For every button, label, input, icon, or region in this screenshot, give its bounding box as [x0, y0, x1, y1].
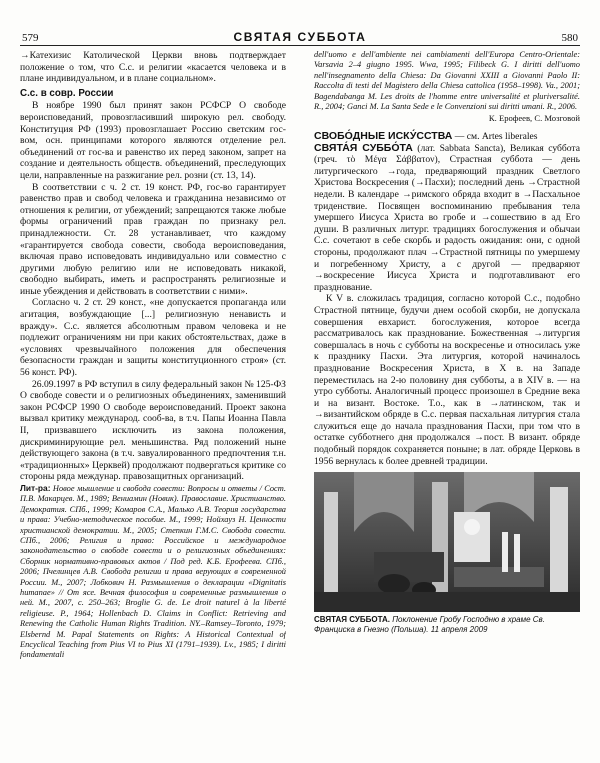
left-column: [20, 50, 286, 750]
church-photo: [314, 472, 580, 612]
xref-target: — см. Artes liberales: [454, 131, 538, 143]
right-column: [314, 50, 580, 750]
caption-text: Поклонение Гробу Господню в храме Св. Франциска в Гнезно (Польша). 11 апреля 2009: [314, 615, 545, 634]
caption-title: СВЯТАЯ СУББОТА.: [314, 615, 390, 625]
page-number-left: 579: [22, 32, 39, 44]
page-number-right: 580: [561, 32, 578, 44]
church-interior-image: [314, 472, 580, 612]
bibliography-text: Новое мышление и свобода совести: Вопросы и ответы / Сост. П.В. Макарцев. М., 1989; Вениамин (Новик). Православие. Христианство. Демократия. СПб., 1999; Комаров С.А., Малько А.В. Теория государства и права: Учебно-методическое пособие. М., 1999; Нойхауз Н. Ценности христианской демократии. М., 2005; Степкин Г.М.С. Свобода совести. СПб., 2006; Религия и право: Российское и международное законодательство о свободе совести и о религиозных объединениях: Сборник нормативно-правовых актов / Под ред. К.Б. Ерофеева. СПб., 2006; Пчелинцев А.В. Свобода религии и права верующих в современной России. М., 2007; Лобкович Н. Размышления о декларации «Dignitatis humanae» // От ясе. Вечная философия и современные размышления о ней. М., 2007, с. 250–263; Broglie G. de. Le droit naturel à la liberté religieuse. P., 1964; Hollenbach D. Claims in Conflict: Retrieving and Renewing the Catholic Human Rights Tradition. NY.–Ramsey–Toronto, 1979; Elsbernd M. Papal Statements on Rights: A Historical Contextual of Encyclical Teaching from Pius VI to Pius XI (1791–1939). Lv., 1985; I diritti fondamentali: [20, 483, 286, 660]
article-authors: К. Ерофеев, С. Мозговой: [488, 113, 580, 124]
bibliography: [20, 483, 286, 661]
section-subheading: С.с. в совр. России: [20, 87, 114, 99]
photo-caption: [314, 615, 580, 634]
paragraph: К V в. сложилась традиция, согласно которой С.с., подобно Страстной пятнице, будучи днем особой скорби, не допускала совершения евхарист. богослужения, которое всегда рассматривалось как празднование. Божественная →литургия совершалась в ночь с субботы на воскресенье и относилась уже к празднику Пасхи. Эта литургия, которой начиналось празднование Воскресения Христа, в X в. на Западе переместилась на 2-ю половину дня субботы, а в XIV в. — на утро субботы. Аналогичный процесс произошел в Средние века и на визант. Востоке. Т.о., как в →латинском, так и →византийском обряде в С.с. первая пасхальная литургия стала служиться еще до начала празднования Пасхи, при том что в остатке субботнего дня продолжался →пост. В визант. обряде подобный порядок сохраняется поныне; в лат. обряде Церковь в 1956 вернулась к более древней традиции.: [314, 293, 580, 467]
bibliography-label: Лит-ра:: [20, 482, 51, 493]
entry-headword: СВЯТА́Я СУББО́ТА: [314, 141, 413, 154]
header-rule: [20, 45, 580, 46]
paragraph: →Катехизис Католической Церкви вновь подтверждает положение о том, что С.с. и религии «касается человека и в плане индивидуальном, и в плане социальном».: [20, 50, 286, 85]
paragraph: Согласно ч. 2 ст. 29 конст., «не допускается пропаганда или агитация, возбуждающие [...] религиозную ненависть и вражду». С.с. является абсолютным правом человека и не подлежит ограничениям ни при каких обстоятельствах, даже в «условиях чрезвычайного положения для обеспечения безопасности граждан и защиты конституционного строя» (ст. 56 конст. РФ).: [20, 297, 286, 379]
running-title: СВЯТАЯ СУББОТА: [233, 30, 367, 44]
dictionary-entry: [314, 143, 580, 294]
xref-headword: СВОБО́ДНЫЕ ИСКУ́ССТВА: [314, 130, 453, 143]
entry-text: (лат. Sabbata Sancta), Великая суббота (греч. τὸ Μέγα Σάββατον), Страстная суббота — день литургического →года, предваряющий праздник Светлого Христова Воскресения (→Пасхи); последний день →Страстной недели. В календаре →римского обряда входит в →Пасхальное триденствие. Посвящен воспоминанию пребывания тела умершего Иисуса Христа во гробе и →сошествию в ад Его души. В различных литург. традициях богослужения и обычаи С.с. сочетают в себе скорбь и радость ожидания: они, с одной стороны, продолжают плач →Страстной пятницы по умершему и погребенному Христу, а с другой — предваряют →воскресение Иисуса Христа и подготавливают его празднование.: [314, 142, 580, 293]
paragraph: 26.09.1997 в РФ вступил в силу федеральный закон № 125-ФЗ О свободе совести и о религиозных объединениях, заменивший закон РСФСР 1990 О свободе вероисповеданий. Проект закона вызвал критику международ. сооб-ва, в т.ч. Папы Иоанна Павла II, призвавшего исключить из закона положения, дискриминирующие рел. меньшинства. Ряд положений ныне действующего закона (в т.ч. завуалированного предпочтения т.н. «традиционных» Церквей) продолжают подвергаться критике со стороны ряда междунар. правозащитных организаций.: [20, 378, 286, 483]
paragraph: В ноябре 1990 был принят закон РСФСР О свободе вероисповеданий, провозгласивший широкую рел. свободу. Конституция РФ (1993) провозглашает Россию светским гос-вом, осн. принципами которого являются отделение рел. объединений от гос-ва и равенство их перед законом, запрет на создание и деятельность обществ. объединений, преследующих цели, направленные на разжигание рел. розни (ст. 13, 14).: [20, 100, 286, 181]
paragraph: В соответствии с ч. 2 ст. 19 конст. РФ, гос-во гарантирует равенство прав и свобод человека и гражданина независимо от отношения к религии, от убеждений; запрещаются также любые формы ограничений прав граждан по признаку рел. принадлежности. Ст. 28 устанавливает, что каждому «гарантируется свобода совести, свобода вероисповедания, включая право исповедовать индивидуально или совместно с другими любую религию или не исповедовать никакой, свободно выбирать, иметь и распространять религиозные и иные убеждения и действовать в соответствии с ними».: [20, 181, 286, 297]
bibliography-continuation: dell'uomo e dell'ambiente nei cambiamenti dell'Europa Centro-Orientale: Varsavia 2–4 giugno 1995. Wwa, 1995; Filibeck G. I diritti dell'uomo nell'insegnamento della Chiesa: Da Giovanni XXIII a Giovanni Paolo II: Raccolta di testi del Magistero della Chiesa cattolica (1958–1998). Va., 2001; Bagendabanga M. Les droits de l'homme entre universalité et pluriversalité. R., 2004; Ganci M. La Santa Sede e le Convenzioni sui diritti umani. R., 2006.: [314, 50, 580, 112]
